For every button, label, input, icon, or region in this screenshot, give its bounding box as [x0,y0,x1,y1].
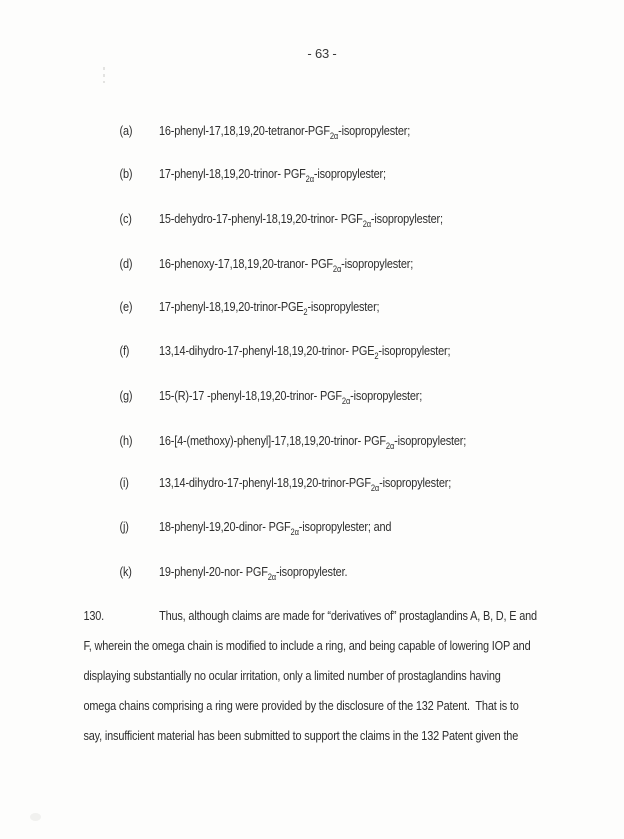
compound-subscript: 2α [290,526,299,537]
list-item-b [108,150,386,199]
list-item-label: (d) [119,256,133,271]
list-item-c [108,195,443,244]
compound-subscript: 2 [303,306,308,317]
page-number: - 63 - [307,46,337,61]
compound-name [158,299,380,317]
list-item-j [108,503,391,552]
list-item-i [108,459,451,508]
compound-name-post: -isopropylester; [307,299,380,314]
list-item-a [108,107,410,156]
list-item-e [108,283,379,332]
list-item-label: (e) [119,299,133,314]
scan-artifact-bottom-left [30,813,41,821]
compound-name-post: -isopropylester; [313,166,386,181]
compound-name [158,123,411,141]
compound-subscript: 2α [362,218,371,229]
compound-name [158,256,414,274]
compound-name-pre: 16-[4-(methoxy)-phenyl]-17,18,19,20-trinor- PGF [158,433,386,448]
compound-name-post: -isopropylester; [394,433,467,448]
compound-subscript: 2α [370,482,380,493]
compound-name [158,475,452,493]
compound-name [158,433,467,451]
compound-name [158,166,386,184]
compound-subscript: 2α [329,130,339,141]
compound-name [158,211,443,229]
list-item-label: (a) [119,123,133,138]
list-item-g [108,372,422,421]
paragraph-text: say, insufficient material has been submitted to support the claims in the 132 Patent given the [83,728,519,743]
compound-name-post: -isopropylester; [338,123,411,138]
compound-name [158,343,451,361]
list-item-label: (b) [119,166,133,181]
compound-name-post: -isopropylester; and [298,519,392,534]
paragraph-text: Thus, although claims are made for “derivatives of” prostaglandins A, B, D, E and [159,608,537,623]
compound-name-pre: 19-phenyl-20-nor- PGF [158,564,268,579]
compound-name-pre: 15-dehydro-17-phenyl-18,19,20-trinor- PGF [158,211,363,226]
list-item-label: (j) [119,519,129,534]
compound-name-pre: 17-phenyl-18,19,20-trinor- PGF [158,166,306,181]
compound-name-pre: 15-(R)-17 -phenyl-18,19,20-trinor- PGF [158,388,342,403]
compound-name-post: -isopropylester; [341,256,414,271]
compound-subscript: 2α [332,263,342,274]
list-item-label: (i) [119,475,129,490]
list-item-f [108,327,450,376]
compound-name-post: -isopropylester; [350,388,423,403]
list-item-k [108,548,347,597]
list-item-d [108,240,413,289]
list-item-label: (h) [119,433,133,448]
compound-subscript: 2α [267,571,276,582]
list-item-label: (c) [119,211,132,226]
compound-name-pre: 16-phenoxy-17,18,19,20-tranor- PGF [158,256,333,271]
paragraph-number: 130. [83,608,105,623]
compound-name-pre: 13,14-dihydro-17-phenyl-18,19,20-trinor- PGE [158,343,375,358]
paragraph-text: displaying substantially no ocular irritation, only a limited number of prostaglandins having [83,668,501,683]
scan-artifact-top-left [103,67,105,83]
compound-subscript: 2α [385,440,395,451]
paragraph-130-line-5 [72,712,518,760]
paragraph-text: omega chains comprising a ring were provided by the disclosure of the 132 Patent. That is to [83,698,519,713]
compound-name-pre: 13,14-dihydro-17-phenyl-18,19,20-trinor-PGF [158,475,371,490]
compound-subscript: 2α [341,395,351,406]
list-item-label: (f) [119,343,130,358]
list-item-label: (k) [119,564,132,579]
compound-name-post: -isopropylester. [275,564,348,579]
paragraph-text: F, wherein the omega chain is modified to include a ring, and being capable of lowering IOP and [83,638,531,653]
compound-name-post: -isopropylester; [378,343,451,358]
compound-name [158,519,392,537]
compound-name-pre: 17-phenyl-18,19,20-trinor-PGE [158,299,304,314]
compound-name [158,564,348,582]
compound-subscript: 2α [305,173,314,184]
compound-name-post: -isopropylester; [379,475,452,490]
compound-name-pre: 16-phenyl-17,18,19,20-tetranor-PGF [158,123,330,138]
compound-name-pre: 18-phenyl-19,20-dinor- PGF [158,519,291,534]
list-item-label: (g) [119,388,133,403]
compound-name-post: -isopropylester; [370,211,443,226]
compound-name [158,388,423,406]
compound-subscript: 2 [374,350,379,361]
